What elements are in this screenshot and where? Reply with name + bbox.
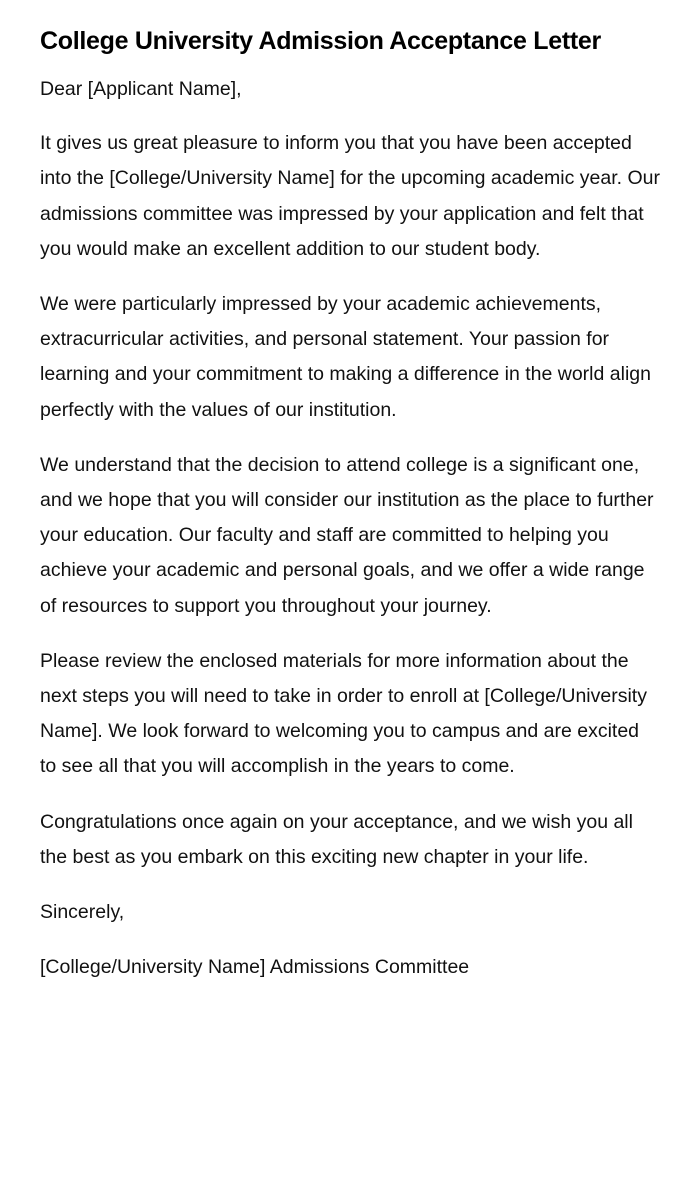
body-paragraph-5: Congratulations once again on your acceptance, and we wish you all the best as you embark on this exciting new chapter in your life. (40, 810, 633, 868)
salutation: Dear [Applicant Name], (40, 78, 242, 100)
closing: Sincerely, (40, 901, 125, 924)
body-paragraph-3: We understand that the decision to attend college is a significant one, and we hope that you will consider our institution as the place to further your education. Our faculty and staff are committed to helping you achieve your academic and personal goals, and we offer a wide range of resources to support you throughout your journey. (40, 453, 654, 617)
signature: [College/University Name] Admissions Committee (40, 956, 470, 979)
body-paragraph-2: We were particularly impressed by your academic achievements, extracurricular activities, and personal statement. Your passion for learning and your commitment to making a difference in the world align perfectly with the values of our institution. (40, 293, 651, 421)
body-paragraph-4: Please review the enclosed materials for more information about the next steps you will need to take in order to enroll at [College/University Name]. We look forward to welcoming you to campus and are excited to see all that you will accomplish in the years to come. (40, 649, 647, 778)
body-paragraph-1: It gives us great pleasure to inform you that you have been accepted into the [College/University Name] for the upcoming academic year. Our admissions committee was impressed by your application and felt that you would make an excellent addition to our student body. (40, 132, 660, 260)
letter-title: College University Admission Acceptance Letter (40, 27, 601, 55)
letter (40, 22, 660, 1005)
